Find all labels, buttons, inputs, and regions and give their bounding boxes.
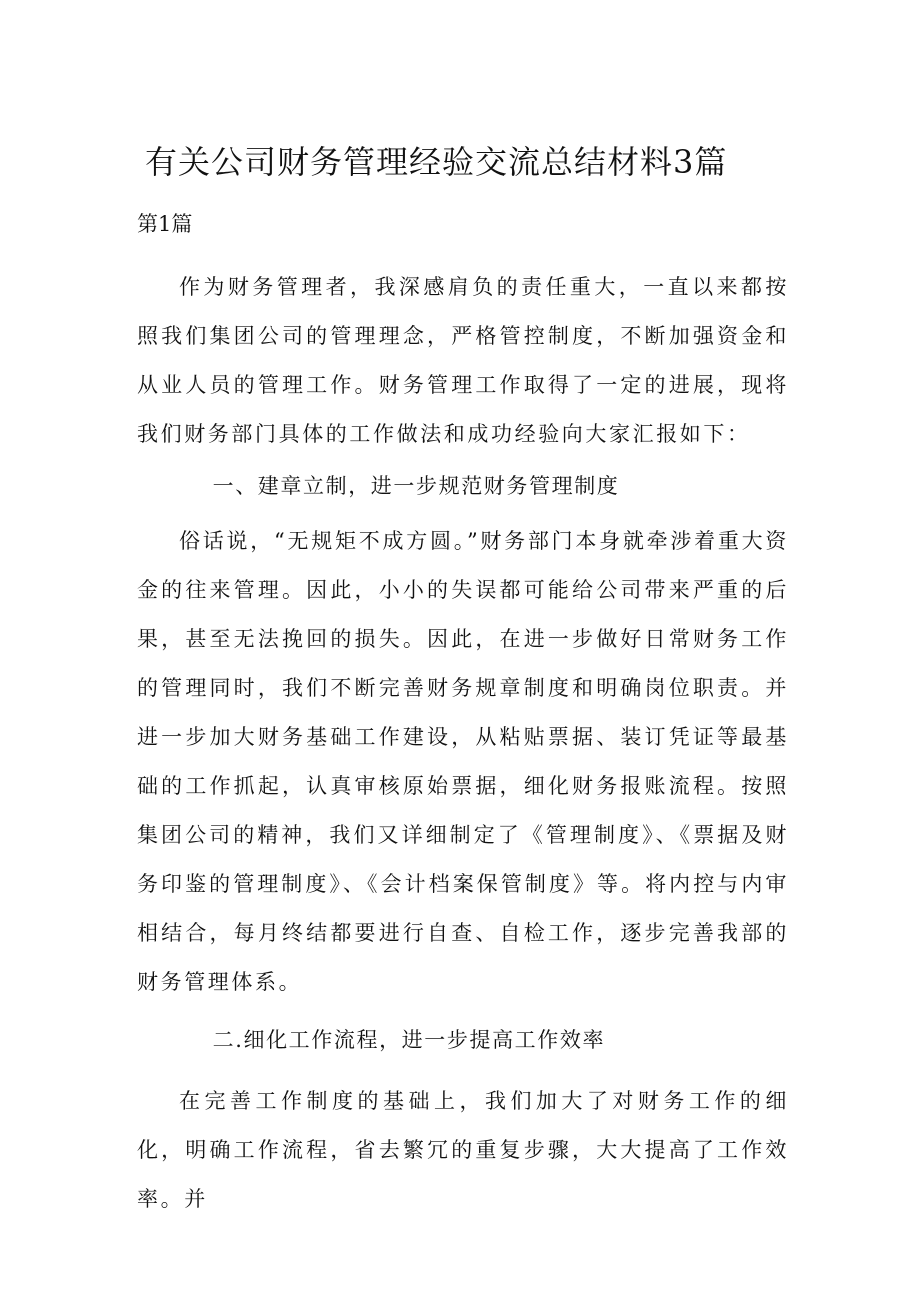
section-label: 第1篇: [137, 212, 193, 236]
heading-one: 一、建章立制，进一步规范财务管理制度: [212, 474, 620, 498]
paragraph-intro: 作为财务管理者，我深感肩负的责任重大，一直以来都按照我们集团公司的管理理念，严格管控制度，不断加强资金和从业人员的管理工作。财务管理工作取得了一定的进展，现将我们财务部门具体的工作做法和成功经验向大家汇报如下：: [137, 275, 789, 446]
document-title: 有关公司财务管理经验交流总结材料3篇: [145, 143, 728, 181]
heading-two: 二.细化工作流程，进一步提高工作效率: [212, 1028, 606, 1052]
paragraph-rules: 俗话说，“无规矩不成方圆。”财务部门本身就牵涉着重大资金的往来管理。因此，小小的失误都可能给公司带来严重的后果，甚至无法挽回的损失。因此，在进一步做好日常财务工作的管理同时，我们不断完善财务规章制度和明确岗位职责。并进一步加大财务基础工作建设，从粘贴票据、装订凭证等最基础的工作抓起，认真审核原始票据，细化财务报账流程。按照集团公司的精神，我们又详细制定了《管理制度》、《票据及财务印鉴的管理制度》、《会计档案保管制度》等。将内控与内审相结合，每月终结都要进行自查、自检工作，逐步完善我部的财务管理体系。: [137, 529, 789, 994]
paragraph-workflow: 在完善工作制度的基础上，我们加大了对财务工作的细化，明确工作流程，省去繁冗的重复步骤，大大提高了工作效率。并: [137, 1089, 789, 1211]
